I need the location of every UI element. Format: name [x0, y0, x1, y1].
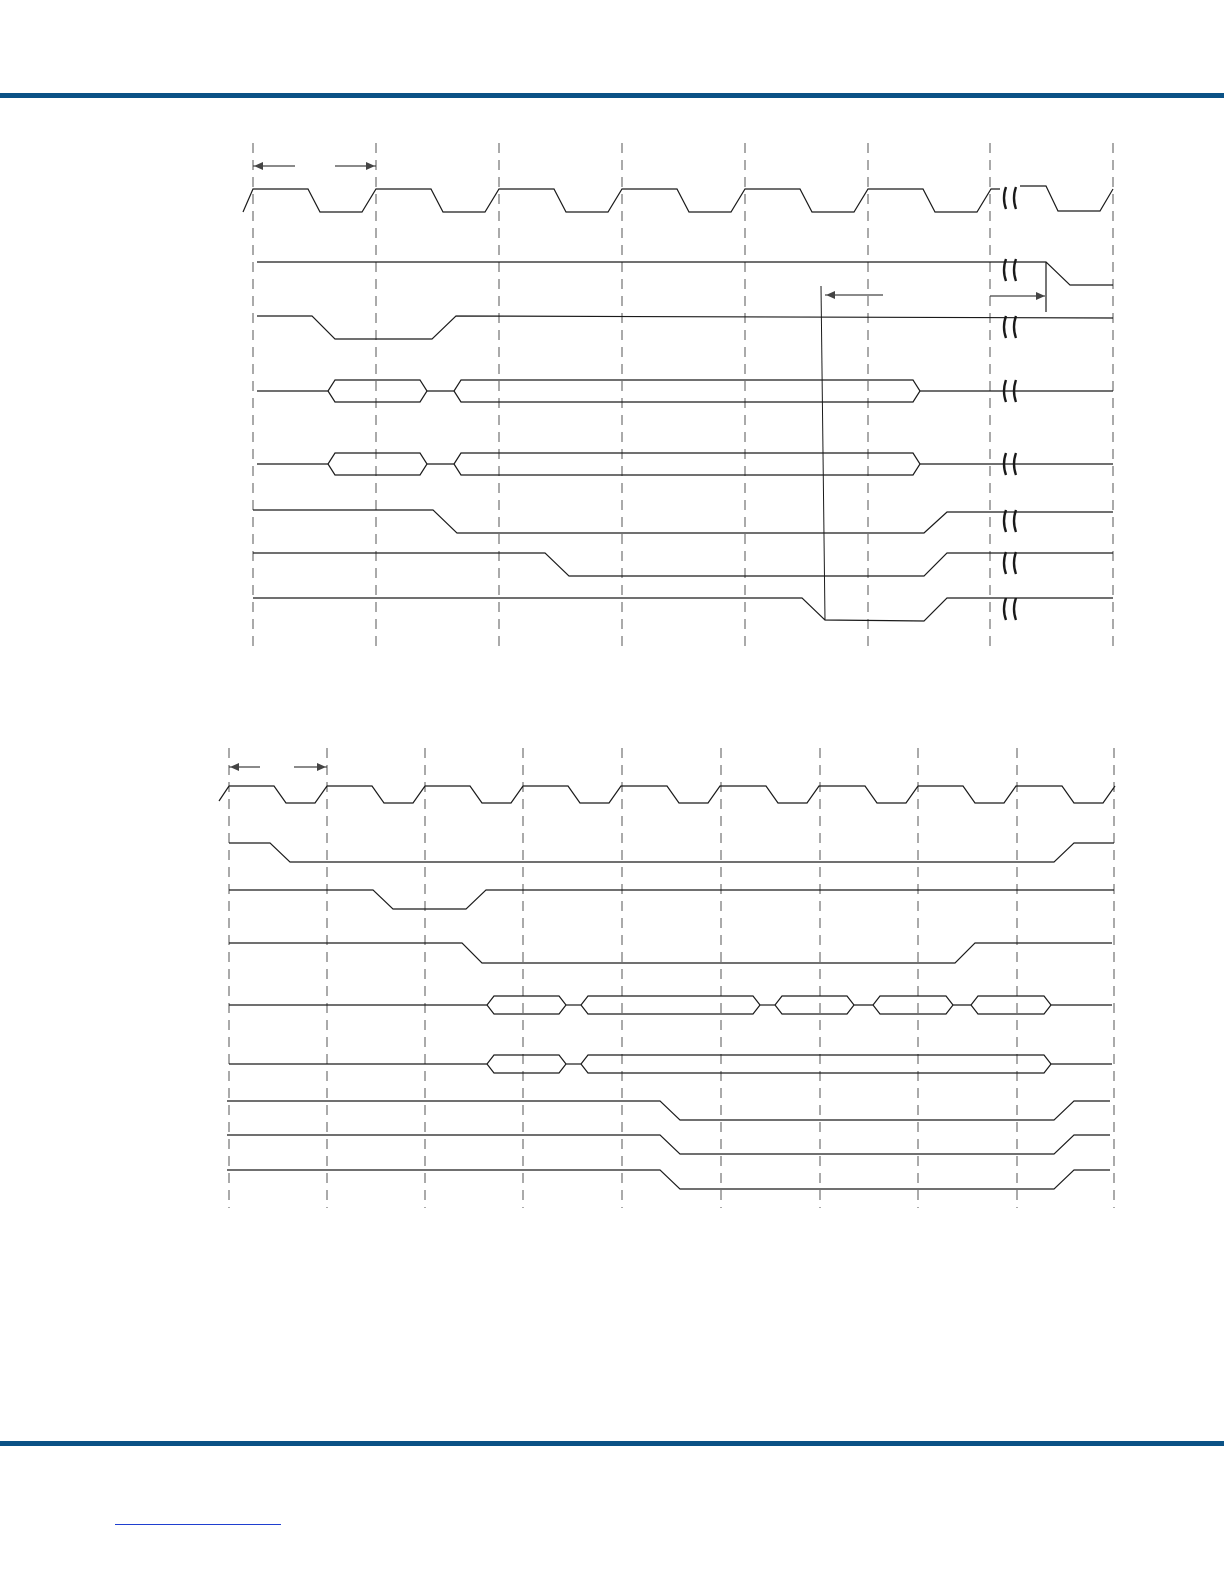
break-stroke [1004, 187, 1006, 209]
break-stroke [1014, 259, 1016, 281]
break-stroke [1014, 187, 1016, 209]
delay-arrow-head-left [826, 291, 835, 299]
break-stroke [1004, 552, 1006, 574]
signal-8-waveform [253, 598, 1113, 621]
signal-4-bus-phase-1 [328, 380, 427, 402]
break-stroke [1004, 598, 1006, 620]
bus-2-phase-1 [487, 1055, 566, 1073]
signal-3-waveform [257, 316, 1113, 339]
timing-diagram-top [243, 143, 1113, 648]
signal-2-waveform [229, 843, 1114, 862]
bus-1-phase-2 [581, 996, 760, 1014]
period-arrow-head-right [317, 763, 326, 771]
signal-5-bus-phase-2 [454, 453, 920, 475]
bus-1-phase-1 [487, 996, 566, 1014]
timing-diagram-bottom [219, 748, 1115, 1208]
break-stroke [1014, 510, 1016, 532]
break-stroke [1014, 316, 1016, 338]
period-arrow-head-right [366, 162, 375, 170]
signal-6-waveform [253, 510, 1113, 533]
bus-1-phase-5 [971, 996, 1051, 1014]
clock-break-mark [1004, 187, 1016, 209]
clock-waveform-tail [1020, 186, 1113, 211]
period-arrow-head-left [230, 763, 239, 771]
delay-arrow-head-right [1036, 292, 1045, 300]
signal-8-break-mark [1004, 598, 1016, 620]
signal-7-waveform [253, 553, 1113, 576]
signal-8-waveform [227, 1135, 1110, 1154]
signal-7-break-mark [1004, 552, 1016, 574]
break-stroke [1004, 510, 1006, 532]
break-stroke [1014, 598, 1016, 620]
signal-4-waveform [229, 943, 1112, 963]
clock-waveform [219, 786, 1115, 803]
bus-2-phase-2 [581, 1055, 1051, 1073]
break-stroke [1004, 259, 1006, 281]
period-arrow-head-left [254, 162, 263, 170]
bus-1-phase-3 [775, 996, 854, 1014]
signal-3-break-mark [1004, 316, 1016, 338]
signal-4-bus-phase-2 [454, 380, 920, 402]
signal-6-break-mark [1004, 510, 1016, 532]
signal-2-waveform [257, 262, 1113, 285]
signal-9-waveform [227, 1170, 1110, 1189]
bus-1-phase-4 [873, 996, 953, 1014]
signal-5-bus-phase-1 [328, 453, 427, 475]
signal-7-waveform [227, 1101, 1110, 1120]
signal-3-waveform [229, 890, 1114, 909]
break-stroke [1014, 552, 1016, 574]
break-stroke [1004, 316, 1006, 338]
